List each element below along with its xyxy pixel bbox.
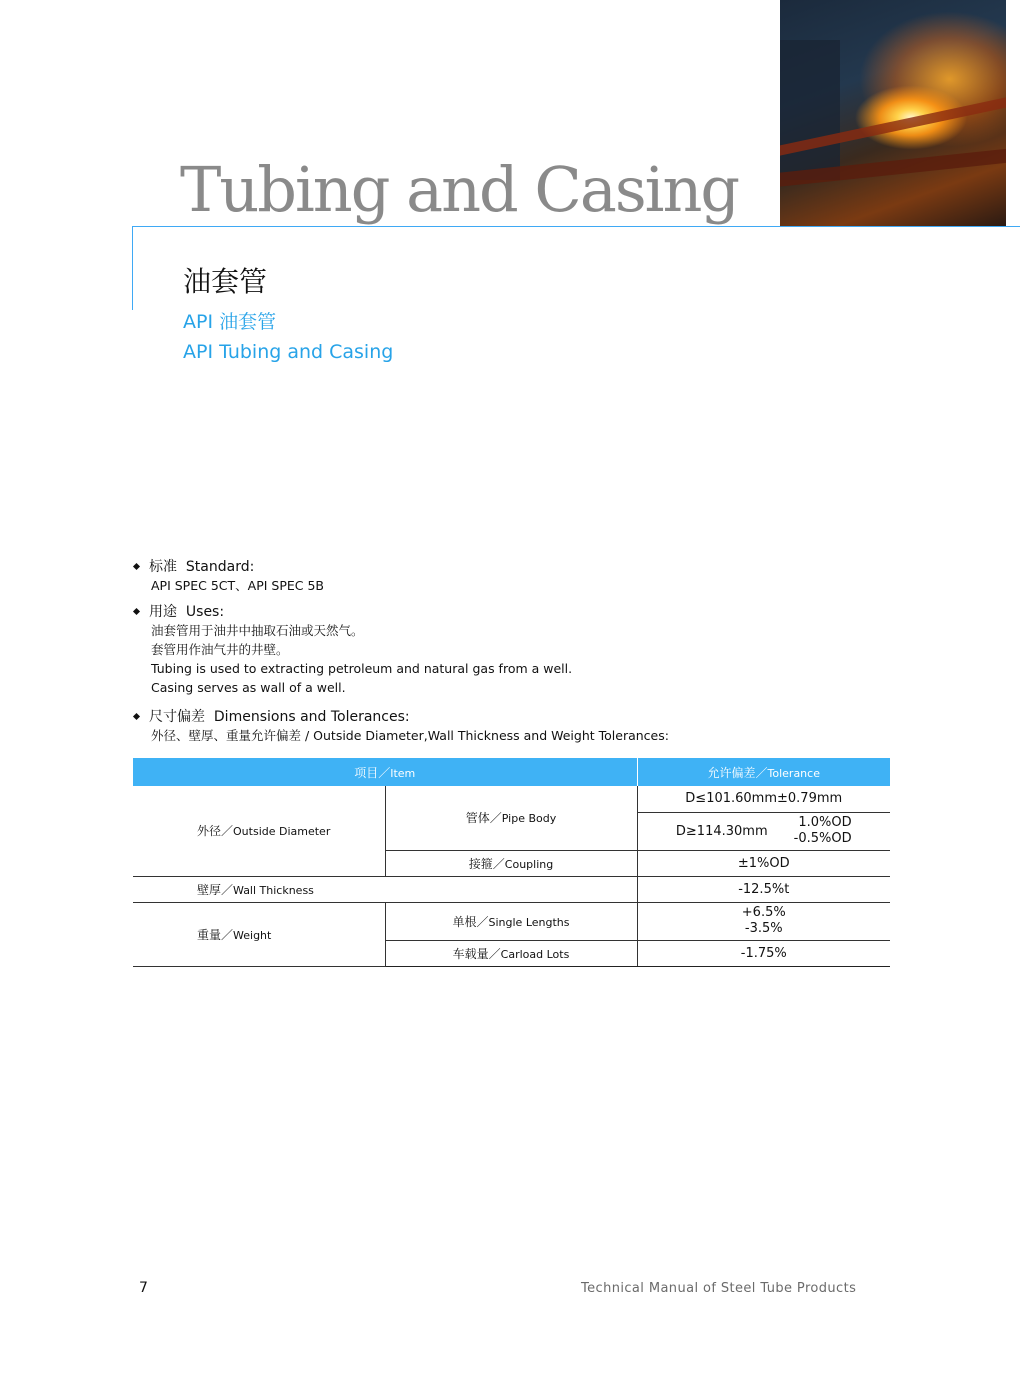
bullet-diamond-icon [133,712,140,719]
cell-pipe-body: 管体／Pipe Body [385,786,637,850]
cell-single-tol [637,902,890,940]
footer-text: Technical Manual of Steel Tube Products [581,1281,857,1296]
standard-value: API SPEC 5CT、API SPEC 5B [151,578,324,593]
single-tol-plus: +6.5% [741,905,786,920]
uses-line: 油套管用于油井中抽取石油或天然气。 [151,623,364,638]
cell-carload-lots: 车载量／Carload Lots [385,940,637,966]
page-number: 7 [139,1280,148,1296]
cell-wall-tol: -12.5%t [637,876,890,902]
api-subtitle-en: API Tubing and Casing [183,341,394,363]
table-row [133,876,890,902]
uses-line: Casing serves as wall of a well. [151,680,346,695]
uses-section [133,603,893,697]
photo-machine-shadow [780,40,840,180]
cell-pipe-body-tol2 [637,812,890,850]
subtitle-zh: 油套管 [183,265,268,298]
header-item: 项目／Item [133,758,637,786]
header-tolerance: 允许偏差／Tolerance [637,758,890,786]
pipe-body-tol2-cond: D≥114.30mm [675,823,768,839]
standard-section [133,558,893,595]
table-row [133,902,890,940]
page-title: Tubing and Casing [180,153,739,226]
dimensions-label-zh: 尺寸偏差 [149,709,205,725]
cell-coupling: 接箍／Coupling [385,850,637,876]
bullet-diamond-icon [133,562,140,569]
cell-wall-thickness: 壁厚／Wall Thickness [133,876,637,902]
dimensions-heading [133,708,893,726]
cell-carload-tol: -1.75% [637,940,890,966]
uses-label-en: Uses: [185,604,225,620]
title-divider-horizontal [133,226,1020,227]
uses-line: 套管用作油气井的井壁。 [151,642,289,657]
tolerance-table [133,758,890,967]
standard-heading [133,558,893,576]
uses-heading [133,603,893,621]
uses-line: Tubing is used to extracting petroleum and natural gas from a well. [151,661,573,676]
cell-coupling-tol: ±1%OD [637,850,890,876]
dimensions-section [133,708,893,745]
api-subtitle-zh: API 油套管 [183,311,277,333]
table-header-row [133,758,890,786]
bullet-diamond-icon [133,607,140,614]
dimensions-description: 外径、壁厚、重量允许偏差 / Outside Diameter,Wall Thickness and Weight Tolerances: [151,728,669,743]
title-divider-vertical [132,226,133,310]
single-tol-minus: -3.5% [744,921,783,936]
cell-outside-diameter: 外径／Outside Diameter [133,786,385,876]
cell-pipe-body-tol1: D≤101.60mm±0.79mm [637,786,890,812]
pipe-body-tol2-minus: -0.5%OD [793,831,852,846]
standard-label-en: Standard: [185,559,255,575]
cell-weight: 重量／Weight [133,902,385,966]
hero-photo-steel-sparks [780,0,1006,226]
standard-label-zh: 标准 [149,559,177,575]
dimensions-label-en: Dimensions and Tolerances: [213,709,410,725]
pipe-body-tol2-plus: 1.0%OD [798,815,852,830]
uses-label-zh: 用途 [149,604,177,620]
table-row [133,786,890,812]
cell-single-lengths: 单根／Single Lengths [385,902,637,940]
